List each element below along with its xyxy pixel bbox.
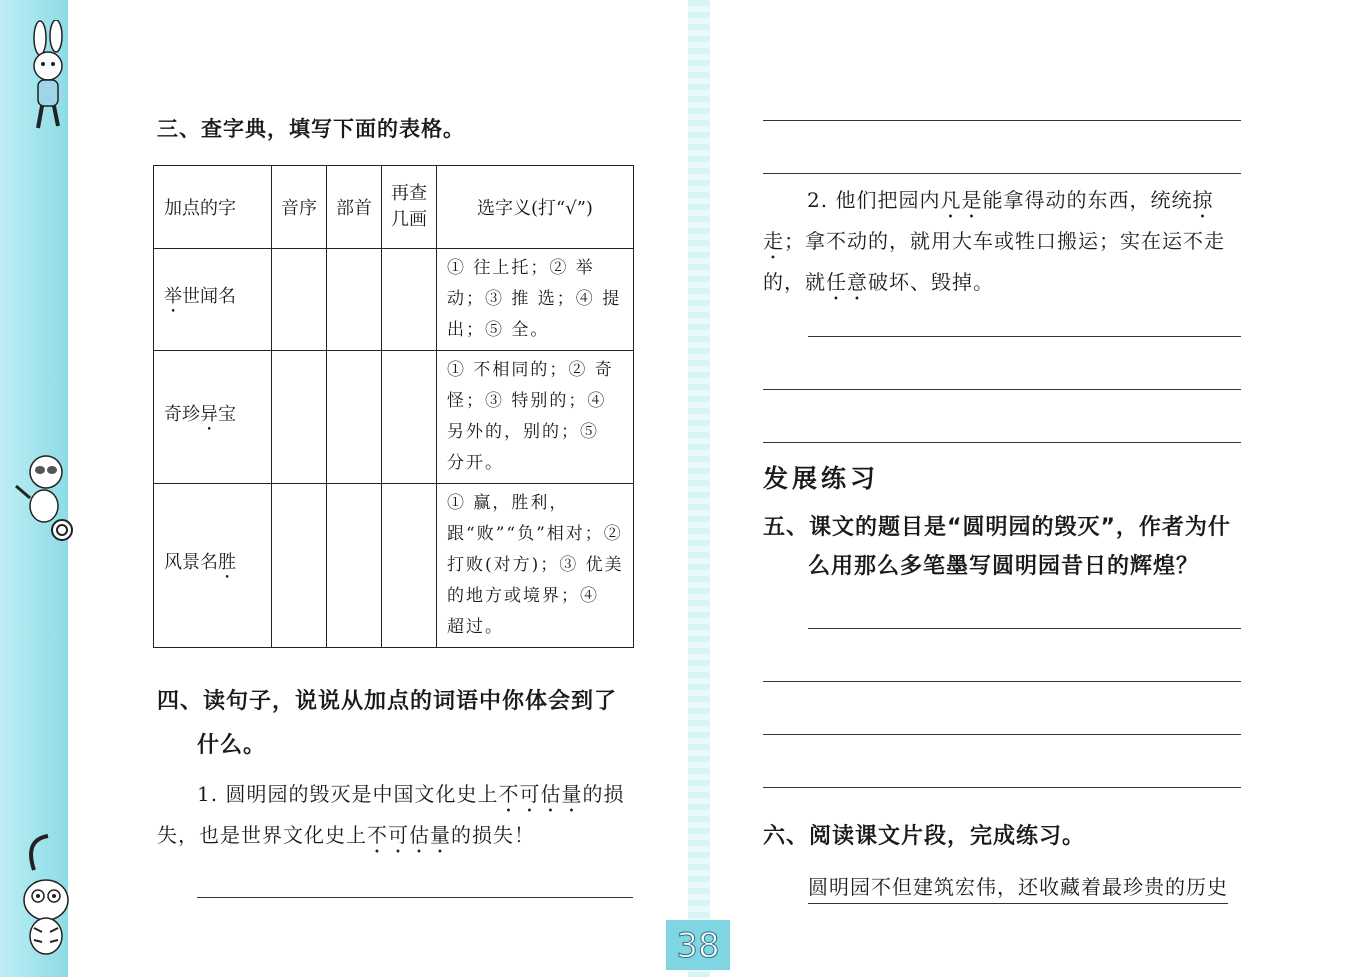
sentence-1: 1. 圆明园的毁灭是中国文化史上不可估量的损失，也是世界文化史上不可估量的损失！: [157, 782, 625, 847]
radical-cell[interactable]: [327, 351, 382, 484]
answer-line[interactable]: [808, 628, 1241, 629]
rabbit-mascot-icon: [14, 20, 76, 132]
stroke-count-cell[interactable]: [382, 484, 437, 648]
answer-line[interactable]: [763, 120, 1241, 121]
page-number: 38: [666, 920, 730, 970]
excerpt-text: 圆明园不但建筑宏伟，还收藏着最珍贵的历史: [808, 871, 1228, 904]
answer-line[interactable]: [808, 336, 1241, 337]
question-5-title-line2: 么用那么多笔墨写圆明园昔日的辉煌？: [808, 554, 1200, 579]
pinyin-order-cell[interactable]: [272, 351, 327, 484]
header-meaning: 选字义(打“√”): [437, 166, 634, 249]
row-word: 举世闻名: [154, 249, 272, 351]
question-6-title: 六、阅读课文片段，完成练习。: [763, 824, 1086, 849]
meaning-options: ① 赢，胜利，跟“败”“负”相对；② 打败(对方)；③ 优美的地方或境界；④ 超过。: [437, 484, 634, 648]
stroke-count-cell[interactable]: [382, 351, 437, 484]
answer-line[interactable]: [763, 734, 1241, 735]
row-word: 风景名胜: [154, 484, 272, 648]
answer-line[interactable]: [763, 681, 1241, 682]
section-title: 发展练习: [763, 464, 880, 493]
answer-line[interactable]: [763, 389, 1241, 390]
answer-line[interactable]: [763, 173, 1241, 174]
sentence-2: 2. 他们把园内凡是能拿得动的东西，统统掠走；拿不动的，就用大车或牲口搬运；实在运不走的，就任意破坏、毁掉。: [763, 188, 1225, 294]
radical-cell[interactable]: [327, 249, 382, 351]
question-4-title-line2: 什么。: [197, 733, 267, 758]
question-4-title-line1: 四、读句子，说说从加点的词语中你体会到了: [157, 689, 618, 714]
table-row: [154, 249, 634, 351]
question-3-title: 三、查字典，填写下面的表格。: [157, 117, 465, 141]
answer-line[interactable]: [763, 442, 1241, 443]
pinyin-order-cell[interactable]: [272, 484, 327, 648]
answer-line[interactable]: [763, 787, 1241, 788]
meaning-options: ① 往上托；② 举动；③ 推 选；④ 提 出；⑤ 全。: [437, 249, 634, 351]
pinyin-order-cell[interactable]: [272, 249, 327, 351]
header-pinyin-order: 音序: [272, 166, 327, 249]
header-radical: 部首: [327, 166, 382, 249]
table-row: [154, 351, 634, 484]
row-word: 奇珍异宝: [154, 351, 272, 484]
table-header-row: [154, 166, 634, 249]
question-5-title-line1: 五、课文的题目是“圆明园的毁灭”，作者为什: [763, 515, 1231, 540]
header-dotted-char: 加点的字: [154, 166, 272, 249]
dictionary-table: [153, 165, 634, 648]
answer-line[interactable]: [197, 897, 633, 898]
raccoon-mascot-icon: [14, 448, 78, 548]
stroke-count-cell[interactable]: [382, 249, 437, 351]
table-row: [154, 484, 634, 648]
tiger-mascot-icon: [14, 830, 78, 960]
header-stroke-count-line1: 再查: [391, 183, 427, 204]
meaning-options: ① 不相同的；② 奇怪；③ 特别的；④ 另外的，别的；⑤ 分开。: [437, 351, 634, 484]
header-stroke-count-line2: 几画: [391, 209, 427, 230]
header-stroke-count: [382, 166, 437, 249]
page-gutter: [688, 0, 710, 977]
radical-cell[interactable]: [327, 484, 382, 648]
